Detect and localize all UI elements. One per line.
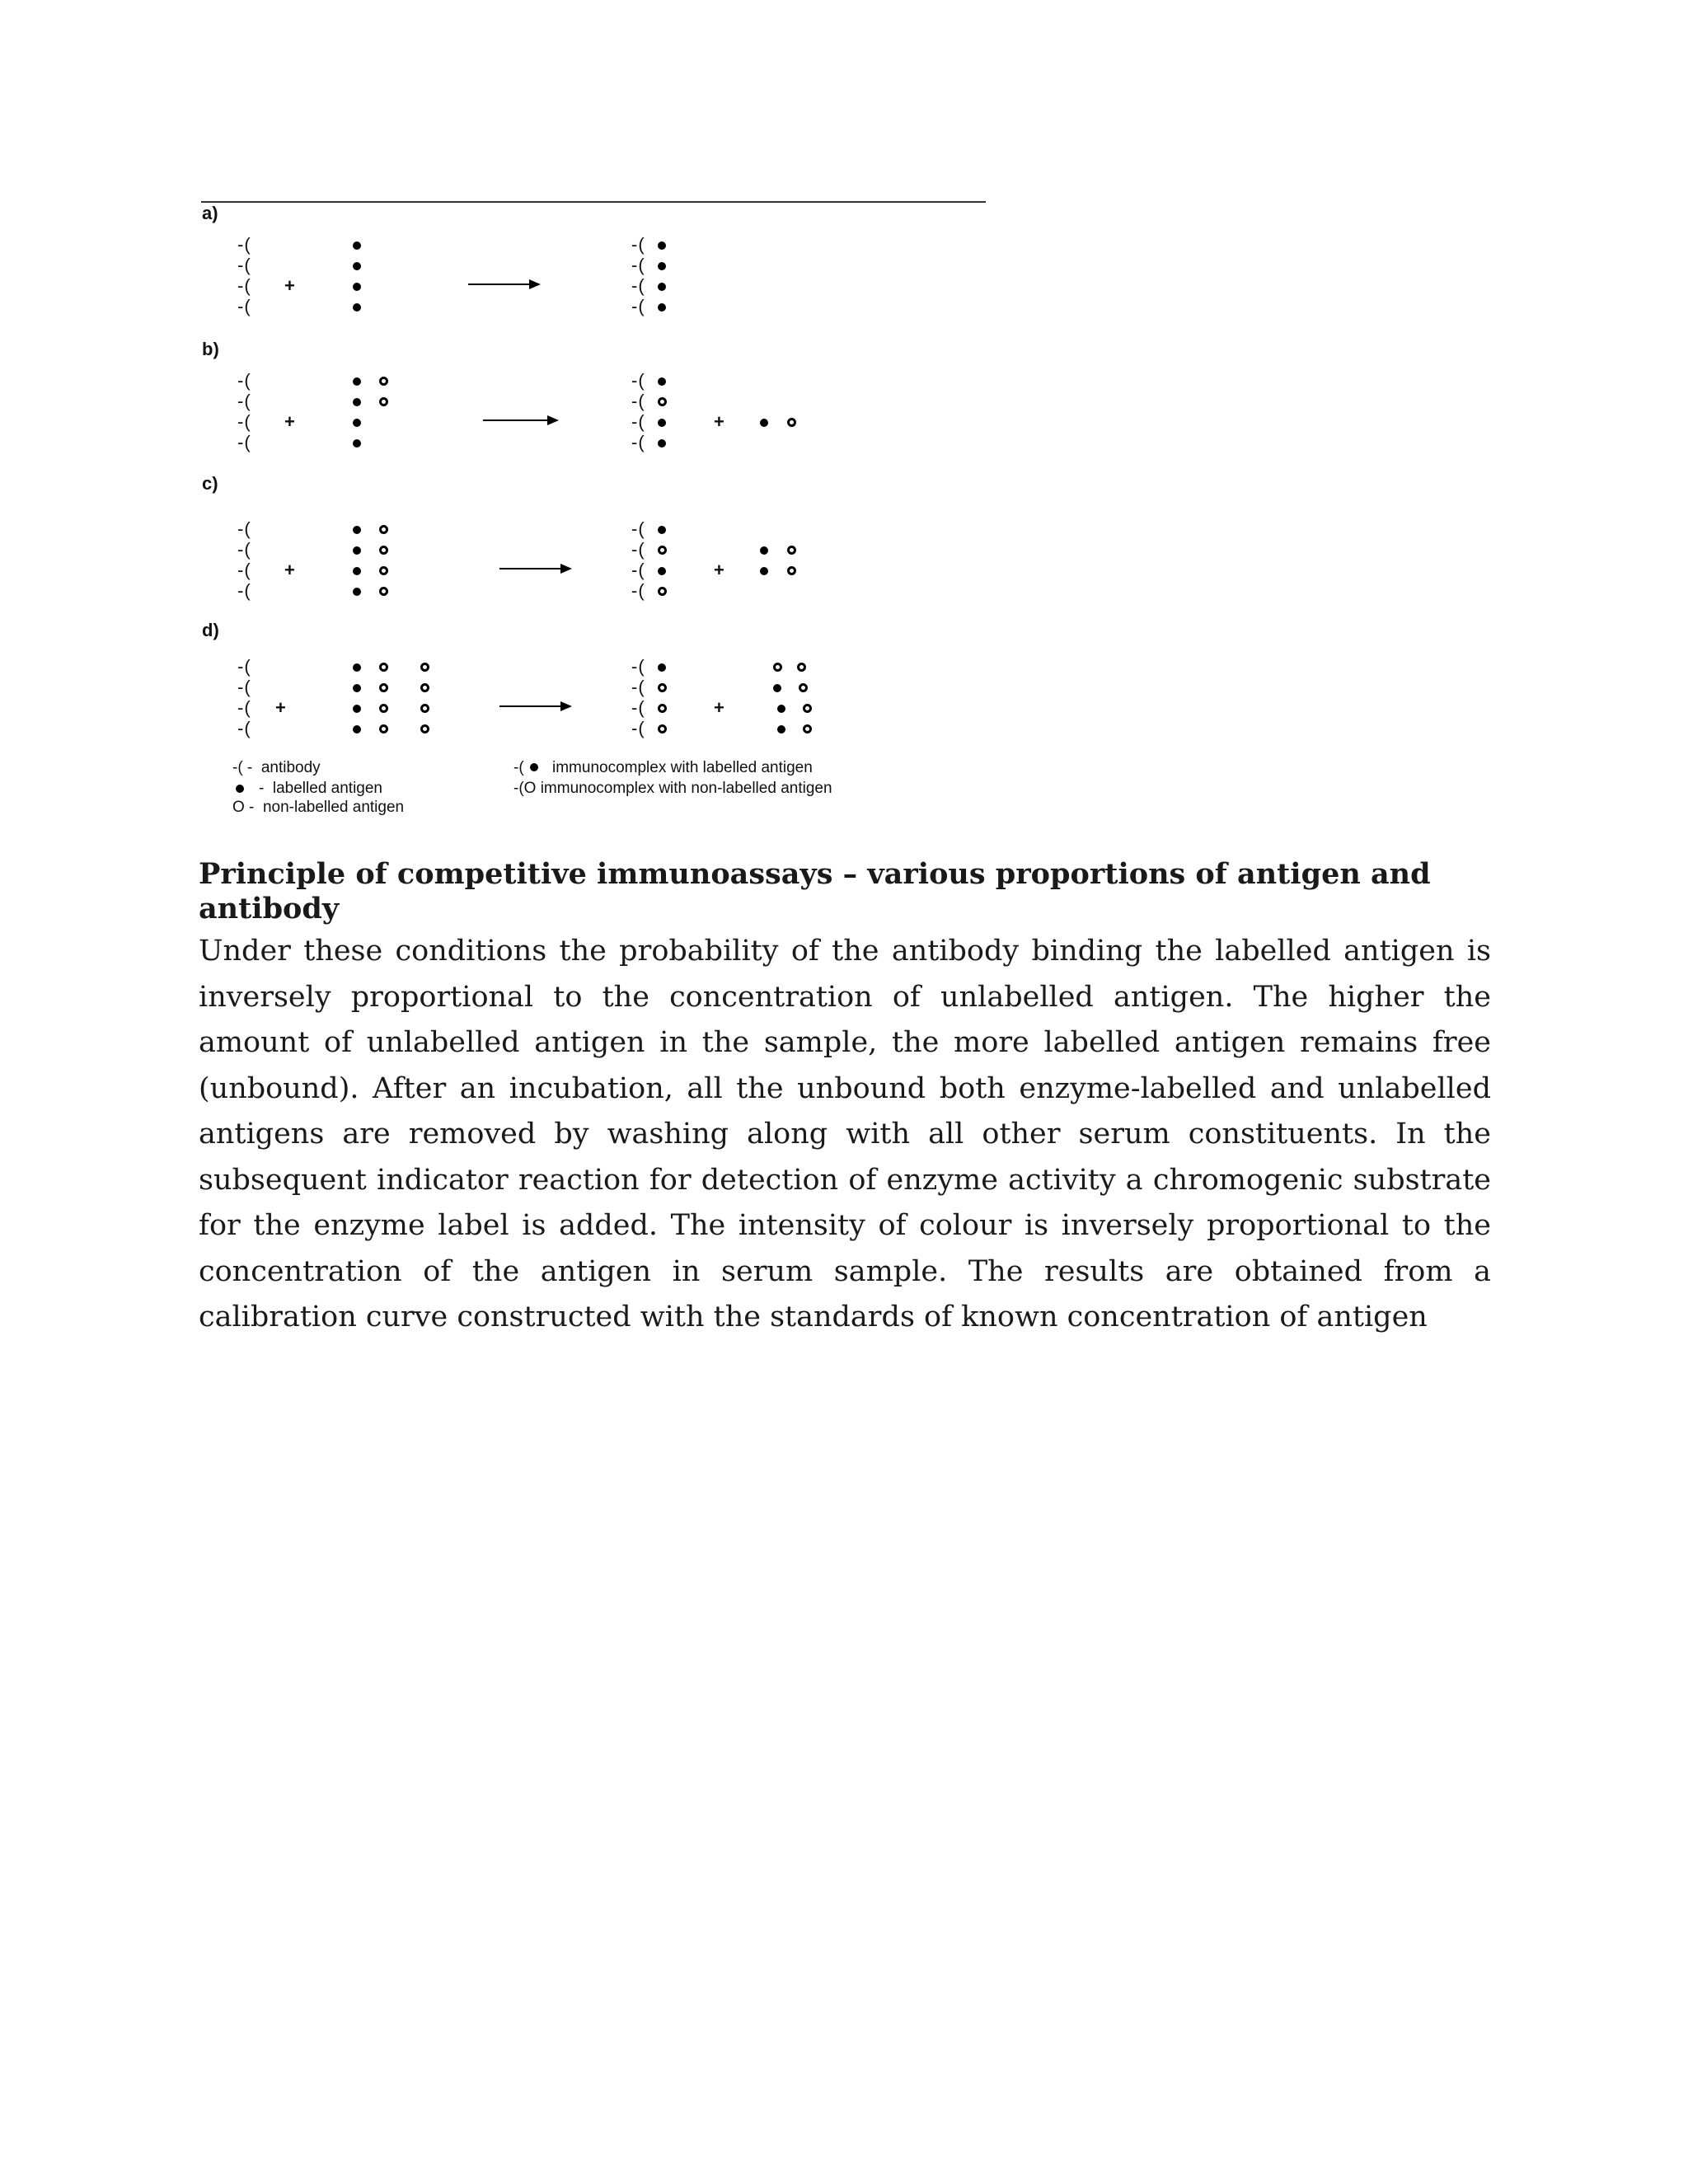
unlabelled-antigen-ring [799,683,808,692]
immunocomplex-prefix: -( [631,411,645,432]
immunocomplex-prefix: -( [631,560,645,580]
unlabelled-antigen-ring [787,418,796,427]
labelled-antigen-dot [658,526,666,534]
unlabelled-antigen-ring [658,397,667,406]
panel-label: c) [202,473,218,494]
unlabelled-antigen-ring [379,587,388,596]
labelled-antigen-dot [658,377,666,386]
panel-label: a) [202,203,218,223]
labelled-antigen-dot [353,303,361,312]
labelled-antigen-dot [658,283,666,291]
unlabelled-antigen-ring [379,546,388,555]
immunocomplex-prefix: -( [631,275,645,296]
figure-top-rule [201,201,986,203]
labelled-antigen-dot [760,419,768,427]
unlabelled-antigen-ring [379,663,388,672]
unlabelled-antigen-ring [420,683,429,692]
immunocomplex-prefix: -( [631,697,645,718]
unlabelled-antigen-ring [658,587,667,596]
labelled-antigen-dot [353,705,361,713]
body-paragraph: Under these conditions the probability of the antibody binding the labelled antigen is inversely proportional to the concentration of unlabelled antigen. The higher the amount of unlabelled antigen in the sample, the more labelled antigen remains free (unbound). After an incubation, all the unbound both enzyme-labelled and unlabelled antigens are removed by washing along with all other serum constituents. In the subsequent indicator reaction for detection of enzyme activity a chromogenic substrate for the enzyme label is added. The intensity of colour is inversely proportional to the concentration of the antigen in serum sample. The results are obtained from a calibration curve constructed with the standards of known concentration of antigen [199,935,1491,1333]
labelled-antigen-dot [658,303,666,312]
immunocomplex-prefix: -( [631,539,645,560]
unlabelled-antigen-ring [379,566,388,575]
unlabelled-antigen-ring [658,683,667,692]
unlabelled-antigen-ring [379,377,388,386]
labelled-antigen-dot [353,241,361,250]
reaction-arrow [468,284,537,285]
unlabelled-antigen-ring [658,546,667,555]
panel-label: d) [202,620,219,640]
plus-sign: + [714,560,724,580]
antibody-symbol: -( [237,370,251,391]
panel-label: b) [202,339,219,359]
labelled-antigen-dot [658,419,666,427]
labelled-antigen-dot [658,663,666,672]
antibody-symbol: -( [237,411,251,432]
legend-labelled-antigen: - labelled antigen [259,780,382,797]
immunocomplex-prefix: -( [631,255,645,275]
labelled-antigen-dot [760,546,768,555]
plus-sign: + [284,275,295,296]
legend-unlabelled-antigen: O - non-labelled antigen [232,799,405,816]
legend-complex-labelled: immunocomplex with labelled antigen [552,759,813,776]
labelled-antigen-dot [353,439,361,448]
labelled-antigen-dot [353,526,361,534]
unlabelled-antigen-ring [658,724,667,733]
antibody-symbol: -( [237,718,251,738]
immunocomplex-prefix: -( [631,370,645,391]
antibody-symbol: -( [237,697,251,718]
labelled-antigen-dot [353,567,361,575]
labelled-antigen-dot [353,398,361,406]
labelled-antigen-dot [530,763,538,771]
unlabelled-antigen-ring [658,704,667,713]
unlabelled-antigen-ring [379,724,388,733]
unlabelled-antigen-ring [773,663,782,672]
labelled-antigen-dot [658,439,666,448]
antibody-symbol: -( [237,234,251,255]
reaction-arrow [483,419,556,421]
antibody-symbol: -( [237,580,251,601]
labelled-antigen-dot [760,567,768,575]
labelled-antigen-dot [353,663,361,672]
labelled-antigen-dot [236,785,244,793]
labelled-antigen-dot [777,725,785,733]
legend-antibody: -( - antibody [232,759,321,776]
antibody-symbol: -( [237,391,251,411]
unlabelled-antigen-ring [379,704,388,713]
labelled-antigen-dot [353,262,361,270]
unlabelled-antigen-ring [379,683,388,692]
labelled-antigen-dot [353,283,361,291]
immunocomplex-prefix: -( [631,718,645,738]
unlabelled-antigen-ring [420,724,429,733]
labelled-antigen-dot [773,684,781,692]
labelled-antigen-dot [658,241,666,250]
labelled-antigen-dot [353,725,361,733]
unlabelled-antigen-ring [420,704,429,713]
antibody-symbol: -( [237,296,251,316]
immunoassay-figure [196,194,987,821]
immunocomplex-prefix: -( [631,391,645,411]
labelled-antigen-dot [353,546,361,555]
antibody-symbol: -( [237,560,251,580]
antibody-symbol: -( [237,656,251,677]
unlabelled-antigen-ring [787,546,796,555]
labelled-antigen-dot [658,262,666,270]
antibody-symbol: -( [237,432,251,452]
labelled-antigen-dot [777,705,785,713]
labelled-antigen-dot [658,567,666,575]
labelled-antigen-dot [353,588,361,596]
reaction-arrow [499,568,569,569]
labelled-antigen-dot [353,419,361,427]
unlabelled-antigen-ring [803,704,812,713]
immunocomplex-prefix: -( [631,580,645,601]
immunocomplex-prefix: -( [631,518,645,539]
plus-sign: + [714,697,724,718]
labelled-antigen-dot [353,377,361,386]
antibody-symbol: -( [237,539,251,560]
reaction-arrow [499,705,569,707]
immunocomplex-prefix: -( [631,234,645,255]
unlabelled-antigen-ring [797,663,806,672]
antibody-symbol: -( [237,275,251,296]
immunocomplex-prefix: -( [631,432,645,452]
immunocomplex-prefix: -( [631,677,645,697]
legend-complex-unlabelled: -(O immunocomplex with non-labelled antigen [513,780,832,797]
unlabelled-antigen-ring [420,663,429,672]
plus-sign: + [275,697,286,718]
antibody-symbol: -( [237,518,251,539]
unlabelled-antigen-ring [379,525,388,534]
immunocomplex-prefix: -( [631,656,645,677]
plus-sign: + [714,411,724,432]
legend-complex-labelled-prefix: -( [513,759,524,776]
antibody-symbol: -( [237,677,251,697]
immunocomplex-prefix: -( [631,296,645,316]
unlabelled-antigen-ring [379,397,388,406]
labelled-antigen-dot [353,684,361,692]
antibody-symbol: -( [237,255,251,275]
unlabelled-antigen-ring [787,566,796,575]
figure-caption: Principle of competitive immunoassays – various proportions of antigen and antibody [199,857,1431,926]
plus-sign: + [284,411,295,432]
plus-sign: + [284,560,295,580]
unlabelled-antigen-ring [803,724,812,733]
